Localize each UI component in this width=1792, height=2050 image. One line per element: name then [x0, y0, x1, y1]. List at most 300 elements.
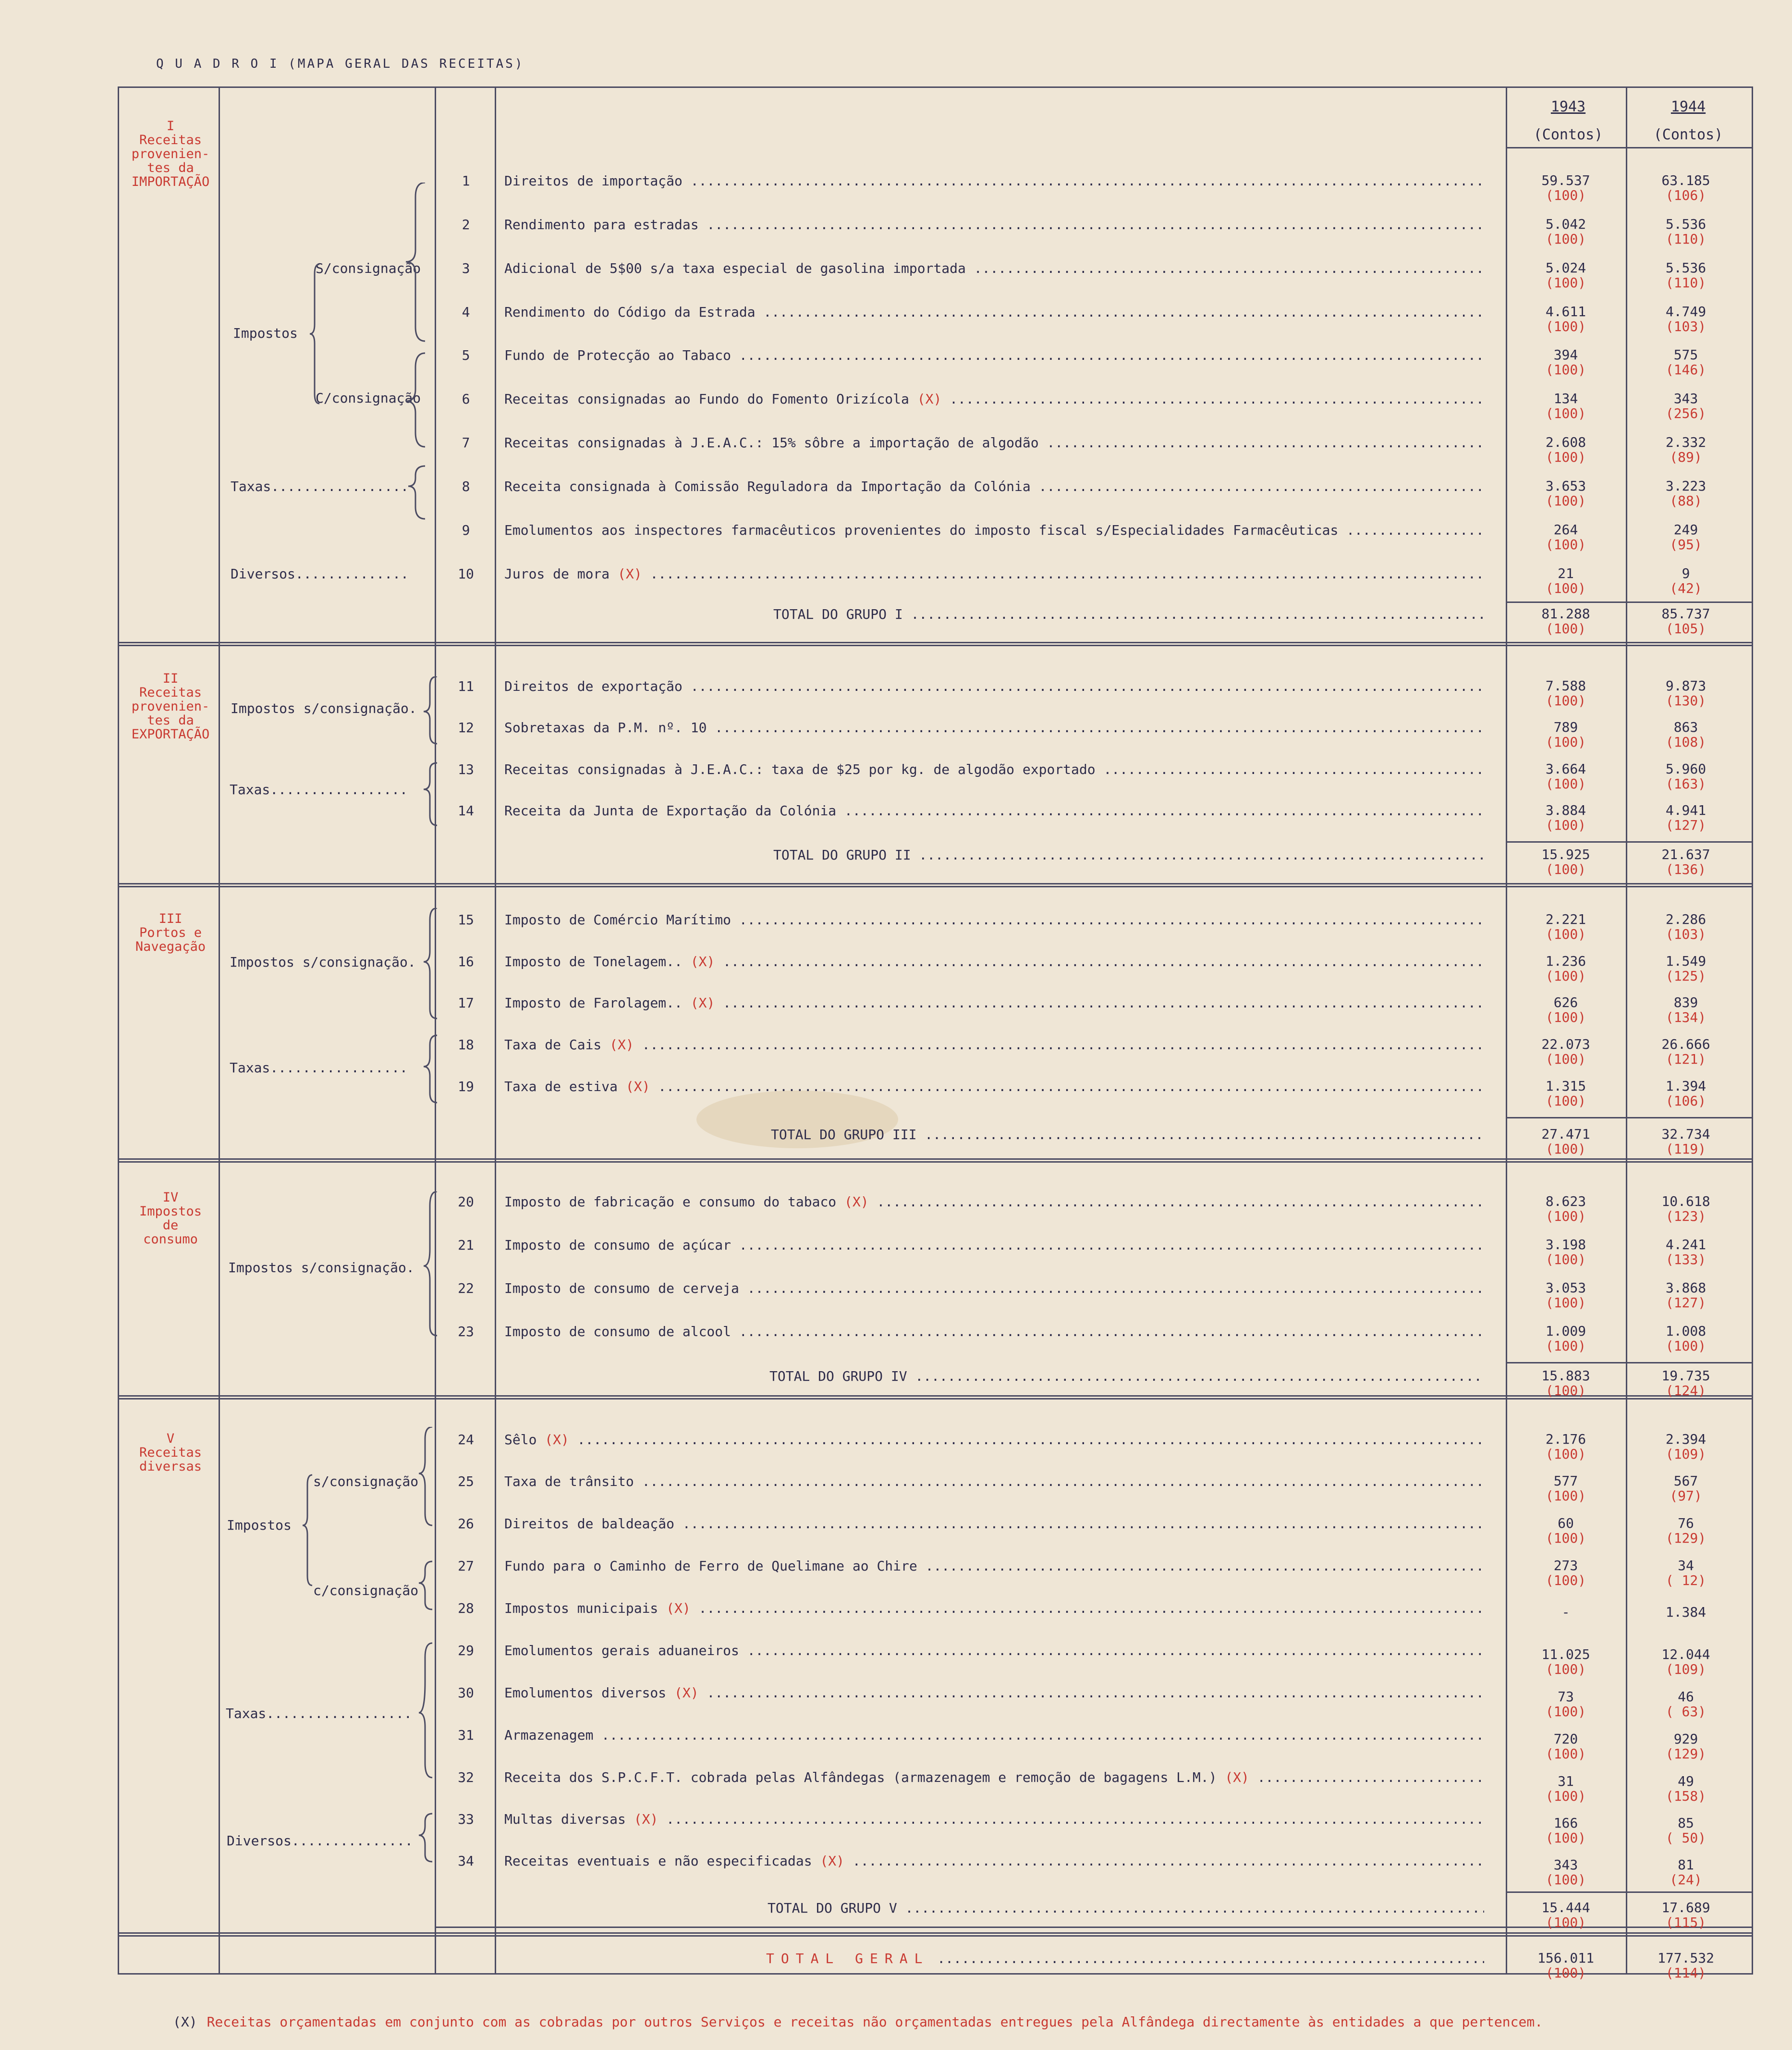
description-text: Imposto de consumo de açúcar: [504, 1237, 731, 1253]
amount: 343: [1673, 391, 1698, 406]
row-description: [504, 1037, 1484, 1053]
value-1944: [1628, 1280, 1743, 1310]
row-number: 7: [462, 435, 470, 451]
index: (136): [1665, 861, 1707, 877]
index: (100): [1545, 493, 1586, 509]
index: (100): [1545, 1009, 1586, 1025]
index: (100): [1545, 861, 1586, 877]
row-description: [504, 1727, 1484, 1743]
value-1943: [1508, 803, 1623, 833]
index: (121): [1665, 1051, 1707, 1067]
category-impostos-s-consignacao: Impostos s/consignação.: [230, 954, 416, 970]
index: (100): [1545, 776, 1586, 792]
row-description: [504, 720, 1484, 736]
value-1944: [1628, 1647, 1743, 1677]
value-1944: [1628, 260, 1743, 290]
total-text: TOTAL DO GRUPO II: [773, 847, 911, 863]
amount: 9.873: [1665, 678, 1707, 694]
amount: 4.611: [1545, 304, 1586, 319]
index: (100): [1545, 580, 1586, 596]
row-description: [504, 217, 1484, 233]
group-total-label: [504, 606, 1484, 622]
index: (100): [1545, 1965, 1586, 1981]
amount: 32.734: [1661, 1126, 1710, 1142]
row-number: 32: [458, 1769, 474, 1785]
total-text: TOTAL DO GRUPO IV: [769, 1368, 907, 1384]
value-1944: [1628, 1432, 1743, 1461]
total-1944: [1628, 606, 1743, 636]
index: ( 50): [1665, 1830, 1707, 1846]
index: (100): [1545, 621, 1586, 637]
description-text: Receitas consignadas ao Fundo do Fomento Orizícola: [504, 391, 909, 407]
index: (100): [1545, 1252, 1586, 1267]
value-1943: [1508, 566, 1623, 596]
value-1944: [1628, 720, 1743, 749]
index: (100): [1665, 1338, 1707, 1354]
index: (100): [1545, 319, 1586, 334]
value-1944: [1628, 435, 1743, 465]
amount: 26.666: [1661, 1036, 1710, 1052]
amount: 177.532: [1657, 1950, 1714, 1966]
amount: 575: [1673, 347, 1698, 363]
group-separator-1: [118, 642, 1753, 646]
amount: 720: [1553, 1731, 1578, 1747]
category-s-consignacao: S/consignação: [316, 260, 421, 276]
amount: 567: [1673, 1473, 1698, 1489]
amount: 2.286: [1665, 911, 1707, 927]
row-number: 16: [458, 954, 474, 970]
total-1943: [1508, 606, 1623, 636]
description-text: Imposto de Tonelagem..: [504, 954, 683, 970]
index: (100): [1545, 362, 1586, 378]
value-1943: [1508, 217, 1623, 246]
value-1944: [1628, 479, 1743, 508]
description-text: Sobretaxas da P.M. nº. 10: [504, 720, 707, 736]
description-text: Impostos municipais: [504, 1600, 658, 1616]
grand-total-separator: [118, 1932, 1753, 1937]
value-1943: [1508, 479, 1623, 508]
total-1944: [1628, 1900, 1743, 1930]
row-description: [504, 678, 1484, 694]
amount: 273: [1553, 1558, 1578, 1573]
row-description: [504, 347, 1484, 363]
amount: 76: [1678, 1515, 1694, 1531]
amount: 2.394: [1665, 1431, 1707, 1447]
group-total-label: [504, 1900, 1484, 1916]
description-text: Receita consignada à Comissão Reguladora da Importação da Colónia: [504, 479, 1031, 494]
description-text: Imposto de consumo de cerveja: [504, 1280, 739, 1296]
index: (100): [1545, 817, 1586, 833]
row-description: [504, 1237, 1484, 1253]
index: (114): [1665, 1965, 1707, 1981]
index: (100): [1545, 187, 1586, 203]
value-1944: [1628, 1324, 1743, 1353]
index: (100): [1545, 734, 1586, 750]
note-marker: (X): [690, 995, 715, 1011]
unit-1943-header: (Contos): [1533, 126, 1603, 143]
value-1943: [1508, 720, 1623, 749]
amount: 1.394: [1665, 1078, 1707, 1094]
note-marker: (X): [917, 391, 942, 407]
value-1944: [1628, 566, 1743, 596]
index: (110): [1665, 231, 1707, 247]
index: (100): [1545, 1446, 1586, 1462]
row-number: 21: [458, 1237, 474, 1253]
index: (146): [1665, 362, 1707, 378]
category-c-consignacao: C/consignação: [316, 390, 421, 406]
row-description: [504, 1769, 1484, 1785]
index: (127): [1665, 817, 1707, 833]
note-marker: (X): [1225, 1769, 1249, 1785]
group-i-label: I Receitas provenien- tes da IMPORTAÇÃO: [131, 119, 210, 189]
index: (123): [1665, 1208, 1707, 1224]
value-1943: [1508, 1079, 1623, 1108]
row-number: 15: [458, 912, 474, 928]
description-text: Direitos de baldeação: [504, 1516, 675, 1532]
description-text: Direitos de importação: [504, 173, 683, 189]
description-text: Rendimento do Código da Estrada: [504, 304, 756, 320]
row-number: 2: [462, 217, 470, 233]
amount: 3.664: [1545, 761, 1586, 777]
row-number: 4: [462, 304, 470, 320]
row-number: 6: [462, 391, 470, 407]
amount: 17.689: [1661, 1900, 1710, 1915]
value-1944: [1628, 522, 1743, 552]
index: (100): [1545, 1830, 1586, 1846]
amount: 15.925: [1541, 847, 1590, 862]
value-1944: [1628, 1605, 1743, 1620]
row-number: 24: [458, 1432, 474, 1448]
amount: 5.042: [1545, 216, 1586, 232]
value-1944: [1628, 1237, 1743, 1267]
index: (100): [1545, 1141, 1586, 1157]
index: (105): [1665, 621, 1707, 637]
category-impostos-s-consignacao: Impostos s/consignação.: [231, 700, 417, 716]
value-1943: [1508, 1816, 1623, 1845]
description-text: Multas diversas: [504, 1811, 626, 1827]
value-1944: [1628, 1689, 1743, 1719]
amount: 394: [1553, 347, 1578, 363]
index: (106): [1665, 187, 1707, 203]
row-number: 1: [462, 173, 470, 189]
subtotal-line: [1506, 841, 1753, 843]
row-number: 20: [458, 1194, 474, 1210]
value-1944: [1628, 678, 1743, 708]
index: (133): [1665, 1252, 1707, 1267]
row-description: [504, 761, 1484, 777]
amount: 5.024: [1545, 260, 1586, 276]
value-1944: [1628, 1558, 1743, 1588]
value-1943: [1508, 678, 1623, 708]
amount: 5.960: [1665, 761, 1707, 777]
amount: 81.288: [1541, 606, 1590, 622]
index: (100): [1545, 1530, 1586, 1546]
value-1943: [1508, 1324, 1623, 1353]
index: (89): [1670, 449, 1702, 465]
grand-total-label: [504, 1951, 1484, 1966]
amount: 839: [1673, 994, 1698, 1010]
row-description: [504, 522, 1484, 538]
row-description: [504, 1811, 1484, 1827]
value-1943: [1508, 1689, 1623, 1719]
index: (97): [1670, 1488, 1702, 1504]
amount: 73: [1558, 1689, 1574, 1705]
group-separator-2: [118, 883, 1753, 887]
amount: 8.623: [1545, 1193, 1586, 1209]
row-number: 3: [462, 260, 470, 276]
total-1943: [1508, 1127, 1623, 1156]
subtotal-line: [1506, 601, 1753, 603]
amount: 22.073: [1541, 1036, 1590, 1052]
row-number: 12: [458, 720, 474, 736]
value-1943: [1508, 260, 1623, 290]
group-iii-label: III Portos e Navegação: [135, 911, 206, 954]
amount: 626: [1553, 994, 1578, 1010]
amount: 3.868: [1665, 1280, 1707, 1296]
value-1943: [1508, 995, 1623, 1025]
year-1944-header: 1944: [1670, 98, 1706, 115]
value-1944: [1628, 803, 1743, 833]
index: (134): [1665, 1009, 1707, 1025]
amount: 2.332: [1665, 434, 1707, 450]
note-marker: (X): [634, 1811, 658, 1827]
group-ii-label: II Receitas provenien- tes da EXPORTAÇÃO: [131, 671, 210, 742]
index: (115): [1665, 1915, 1707, 1930]
row-number: 10: [458, 566, 474, 582]
index: (100): [1545, 1208, 1586, 1224]
row-number: 25: [458, 1473, 474, 1489]
header-underline: [1506, 147, 1753, 148]
amount: 15.883: [1541, 1368, 1590, 1384]
row-description: [504, 1280, 1484, 1296]
category-diversos: Diversos..............: [231, 566, 409, 582]
amount: 46: [1678, 1689, 1694, 1705]
index: (100): [1545, 1915, 1586, 1930]
category-impostos: Impostos: [233, 325, 298, 341]
description-text: Emolumentos aos inspectores farmacêuticos provenientes do imposto fiscal s/Especialidades Farmacêuticas: [504, 522, 1339, 538]
value-1943: [1508, 1647, 1623, 1677]
grand-total-1944: [1628, 1951, 1743, 1980]
index: (100): [1545, 1051, 1586, 1067]
amount: 4.749: [1665, 304, 1707, 319]
row-number: 31: [458, 1727, 474, 1743]
description-text: Rendimento para estradas: [504, 217, 699, 233]
index: (119): [1665, 1141, 1707, 1157]
value-1944: [1628, 1516, 1743, 1546]
footnote-text: Receitas orçamentadas em conjunto com as cobradas por outros Serviços e receitas não orçamentadas entregues pela Alfândega directamente às entidades a que pertencem.: [207, 2014, 1543, 2030]
total-text: TOTAL DO GRUPO III: [771, 1127, 917, 1142]
row-description: [504, 566, 1484, 582]
category-taxas: Taxas.................: [230, 1060, 408, 1076]
footnote: [173, 2014, 1543, 2030]
amount: 249: [1673, 522, 1698, 538]
row-description: [504, 1643, 1484, 1658]
value-1943: [1508, 173, 1623, 203]
index: (100): [1545, 275, 1586, 291]
amount: 27.471: [1541, 1126, 1590, 1142]
index: (100): [1545, 1488, 1586, 1504]
row-description: [504, 1853, 1484, 1869]
amount: 1.236: [1545, 953, 1586, 969]
value-1943: [1508, 1194, 1623, 1224]
index: (100): [1545, 968, 1586, 984]
description-text: Adicional de 5$00 s/a taxa especial de gasolina importada: [504, 260, 966, 276]
row-description: [504, 1079, 1484, 1094]
amount: 1.009: [1545, 1323, 1586, 1339]
description-text: Imposto de Comércio Marítimo: [504, 912, 731, 928]
description-text: Imposto de fabricação e consumo do tabaco: [504, 1194, 837, 1210]
value-1944: [1628, 1731, 1743, 1761]
amount: 577: [1553, 1473, 1578, 1489]
amount: 1.384: [1665, 1604, 1707, 1620]
index: (100): [1545, 1572, 1586, 1588]
amount: 7.588: [1545, 678, 1586, 694]
category-taxas: Taxas..................: [226, 1706, 412, 1721]
note-marker: (X): [820, 1853, 845, 1869]
row-number: 17: [458, 995, 474, 1011]
value-1943: [1508, 347, 1623, 377]
amount: 156.011: [1537, 1950, 1594, 1966]
description-text: Imposto de consumo de alcool: [504, 1324, 731, 1339]
index: (127): [1665, 1295, 1707, 1311]
amount: 60: [1558, 1515, 1574, 1531]
description-text: Receitas consignadas à J.E.A.C.: 15% sôbre a importação de algodão: [504, 435, 1039, 451]
value-1943: [1508, 1605, 1623, 1620]
amount: 1.008: [1665, 1323, 1707, 1339]
amount: 12.044: [1661, 1646, 1710, 1662]
value-1944: [1628, 1473, 1743, 1503]
total-1944: [1628, 1127, 1743, 1156]
category-taxas: Taxas.................: [231, 479, 409, 494]
amount: 85: [1678, 1815, 1694, 1831]
amount: 3.223: [1665, 478, 1707, 494]
note-marker: (X): [674, 1685, 699, 1701]
value-1943: [1508, 1473, 1623, 1503]
index: ( 63): [1665, 1704, 1707, 1719]
value-1943: [1508, 304, 1623, 334]
total-1943: [1508, 1368, 1623, 1398]
value-1943: [1508, 1037, 1623, 1067]
value-1943: [1508, 391, 1623, 421]
amount: 3.884: [1545, 802, 1586, 818]
description-text: Emolumentos gerais aduaneiros: [504, 1643, 739, 1658]
index: (100): [1545, 1661, 1586, 1677]
value-1944: [1628, 304, 1743, 334]
index: (256): [1665, 405, 1707, 421]
value-1944: [1628, 173, 1743, 203]
description-text: Taxa de estiva: [504, 1079, 618, 1094]
row-number: 26: [458, 1516, 474, 1532]
index: (109): [1665, 1661, 1707, 1677]
index: (100): [1545, 537, 1586, 552]
index: (100): [1545, 1093, 1586, 1109]
amount: 2.221: [1545, 911, 1586, 927]
value-1944: [1628, 1774, 1743, 1804]
index: (106): [1665, 1093, 1707, 1109]
amount: 15.444: [1541, 1900, 1590, 1915]
row-number: 27: [458, 1558, 474, 1574]
amount: 1.315: [1545, 1078, 1586, 1094]
row-description: [504, 1194, 1484, 1210]
index: (24): [1670, 1872, 1702, 1888]
total-text: TOTAL DO GRUPO I: [773, 606, 903, 622]
amount: 3.198: [1545, 1237, 1586, 1252]
total-1943: [1508, 847, 1623, 877]
index: (124): [1665, 1383, 1707, 1399]
index: (100): [1545, 1788, 1586, 1804]
row-description: [504, 479, 1484, 494]
description-text: Receitas eventuais e não especificadas: [504, 1853, 812, 1869]
index: (129): [1665, 1530, 1707, 1546]
amount: 21: [1558, 565, 1574, 581]
description-text: Receita da Junta de Exportação da Colónia: [504, 803, 837, 819]
description-text: Receita dos S.P.C.F.T. cobrada pelas Alfândegas (armazenagem e remoção de bagagens L.M.): [504, 1769, 1217, 1785]
category-s-consignacao: s/consignação: [313, 1473, 419, 1489]
amount: 34: [1678, 1558, 1694, 1573]
index: ( 12): [1665, 1572, 1707, 1588]
amount: 31: [1558, 1773, 1574, 1789]
value-1944: [1628, 1079, 1743, 1108]
description-text: Direitos de exportação: [504, 678, 683, 694]
amount: 264: [1553, 522, 1578, 538]
category-diversos: Diversos...............: [227, 1833, 413, 1849]
index: (95): [1670, 537, 1702, 552]
index: (100): [1545, 449, 1586, 465]
description-text: Emolumentos diversos: [504, 1685, 667, 1701]
value-1943: [1508, 1774, 1623, 1804]
row-number: 5: [462, 347, 470, 363]
row-number: 28: [458, 1600, 474, 1616]
amount: 9: [1682, 565, 1690, 581]
amount: 863: [1673, 719, 1698, 735]
row-number: 22: [458, 1280, 474, 1296]
amount: 59.537: [1541, 172, 1590, 188]
description-text: Imposto de Farolagem..: [504, 995, 683, 1011]
index: (109): [1665, 1446, 1707, 1462]
description-text: Taxa de Cais: [504, 1037, 602, 1053]
value-1944: [1628, 912, 1743, 942]
row-description: [504, 1324, 1484, 1339]
amount: 789: [1553, 719, 1578, 735]
value-1943: [1508, 1516, 1623, 1546]
amount: 2.608: [1545, 434, 1586, 450]
row-number: 18: [458, 1037, 474, 1053]
row-description: [504, 1473, 1484, 1489]
row-number: 19: [458, 1079, 474, 1094]
value-1943: [1508, 1237, 1623, 1267]
row-number: 30: [458, 1685, 474, 1701]
amount: 85.737: [1661, 606, 1710, 622]
value-1944: [1628, 1037, 1743, 1067]
index: (110): [1665, 275, 1707, 291]
value-1943: [1508, 1857, 1623, 1887]
group-v-label: V Receitas diversas: [139, 1431, 202, 1474]
index: (158): [1665, 1788, 1707, 1804]
note-marker: (X): [666, 1600, 691, 1616]
amount: 21.637: [1661, 847, 1710, 862]
year-1943-header: 1943: [1550, 98, 1586, 115]
note-marker: (X): [690, 954, 715, 970]
amount: 63.185: [1661, 172, 1710, 188]
value-1944: [1628, 347, 1743, 377]
value-1943: [1508, 954, 1623, 983]
amount: 1.549: [1665, 953, 1707, 969]
value-1943: [1508, 761, 1623, 791]
description-text: Juros de mora: [504, 566, 610, 582]
index: (130): [1665, 693, 1707, 709]
row-description: [504, 391, 1484, 407]
index: (129): [1665, 1746, 1707, 1762]
